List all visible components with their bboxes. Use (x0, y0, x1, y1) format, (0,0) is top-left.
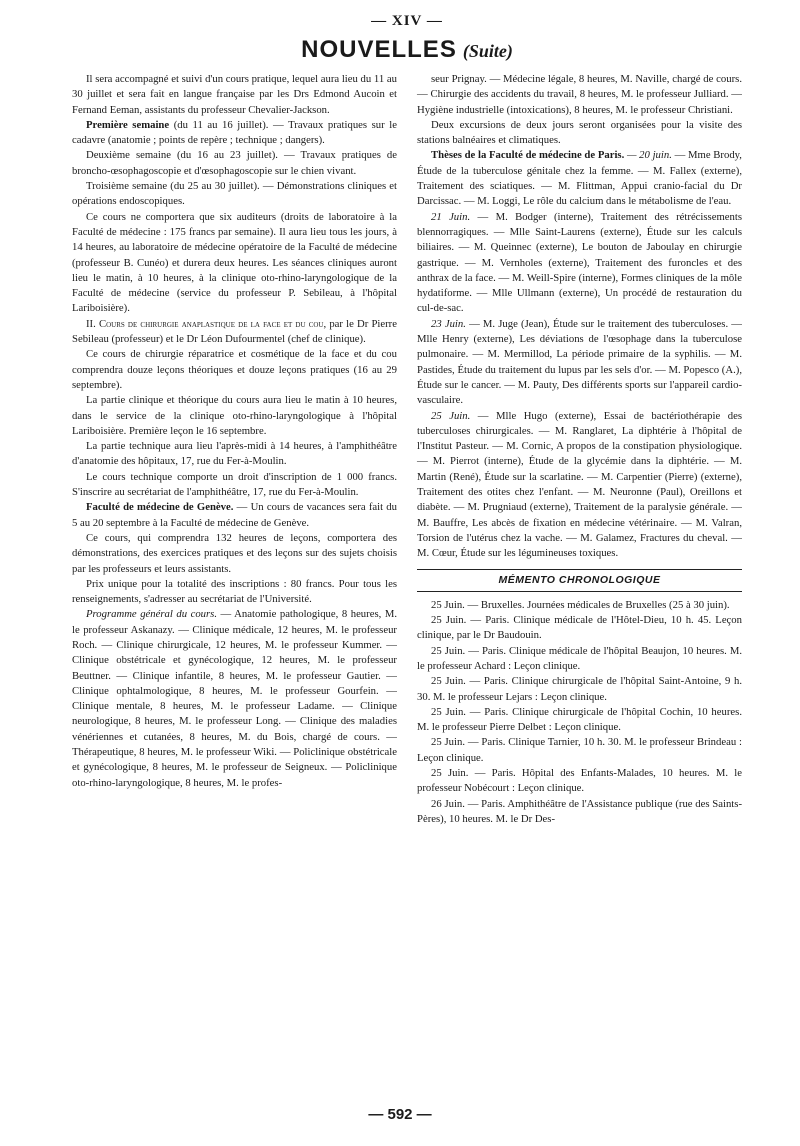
thesis-date: 21 Juin. (431, 210, 471, 223)
paragraph: Deux excursions de deux jours seront organisées pour la visite des stations balnéaires et climatiques. (417, 118, 742, 147)
theses-heading: Thèses de la Faculté de médecine de Paris. (431, 149, 625, 162)
two-columns (72, 72, 742, 827)
paragraph (417, 210, 742, 317)
paragraph: Prix unique pour la totalité des inscriptions : 80 francs. Pour tous les renseignements, s'adresser au secrétariat de l'Université. (72, 577, 397, 606)
institution-heading: Faculté de médecine de Genève. (86, 501, 234, 514)
paragraph-text: (du 11 au 16 juillet). — Travaux pratiques sur le cadavre (anatomie ; points de repère ; technique ; dangers). (72, 118, 398, 147)
paragraph-text: , par le Dr Pierre Sebileau (professeur) et le Dr Léon Dufourmentel (chef de clinique). (72, 317, 397, 346)
thesis-date: — 20 juin. (624, 149, 672, 162)
paragraph (417, 409, 742, 562)
memento-entry: 25 Juin. — Paris. Clinique chirurgicale de l'hôpital Saint-Antoine, 9 h. 30. M. le professeur Lejars : Leçon clinique. (417, 675, 742, 703)
page-folio: — 592 — (368, 1106, 432, 1123)
paragraph (72, 317, 397, 348)
paragraph (72, 607, 397, 791)
paragraph: Ce cours de chirurgie réparatrice et cosmétique de la face et du cou comprendra douze leçons théoriques et douze leçons pratiques (16 au 29 septembre). (72, 348, 397, 391)
paragraph-text: — Un cours de vacances sera fait du 5 au 20 septembre à la Faculté de médecine de Genève. (72, 501, 397, 529)
paragraph-text: — Anatomie pathologique, 8 heures, M. le professeur Askanazy. — Clinique médicale, 12 heures, M. le professeur Roch. — Clinique chirurgicale, 12 heures, M. le professeur Kummer. — Clinique obstétricale et gynécologique, 12 heures, M. le professeur Beuttner. — Clinique infantile, 8 heures, M. le professeur Gautier. — Clinique ophtalmologique, 8 heures, M. le professeur Gourfein. — Clinique mentale, 8 heures, M. le professeur Ladame. — Clinique neurologique, 8 heures, M. le professeur Long. — Clinique des maladies vénériennes et cutanées, 8 heures, M. du Bois, chargé de cours. — Thérapeutique, 8 heures, M. le professeur Wiki. — Policlinique obstétricale et gynécologique, 8 heures, M. le professeur de Seigneux. — Policlinique oto-rhino-laryngologique, 8 heures, M. le profes- (72, 608, 397, 789)
memento-entry: 25 Juin. — Paris. Clinique médicale de l'hôpital Beaujon, 10 heures. M. le professeur Achard : Leçon clinique. (417, 644, 742, 672)
programme-heading: Programme général du cours. (86, 608, 218, 621)
memento-entry: 25 Juin. — Paris. Clinique chirurgicale de l'hôpital Cochin, 10 heures. M. le professeur Pierre Delbet : Leçon clinique. (417, 705, 742, 734)
paragraph: Troisième semaine (du 25 au 30 juillet). — Démonstrations cliniques et opérations endoscopiques. (72, 180, 397, 208)
section-suite: (Suite) (462, 41, 513, 61)
week-label: Première semaine (86, 118, 170, 131)
right-column (417, 72, 742, 827)
paragraph (417, 148, 742, 209)
paragraph (72, 500, 397, 531)
paragraph-text: — Mlle Hugo (externe), Essai de bactériothérapie des tuberculoses chirurgicales. — M. Ranglaret, La diphtérie à l'hôpital de l'Institut Pasteur. — M. Cornic, A propos de la constipation physiologique. — M. Pierrot (interne), Étude de la glycémie dans la diphtérie. — M. Martin (René), Étude sur la scarlatine. — M. Carpentier (Pierre) (externe), Traitement des otites chez l'enfant. — M. Neuronne (Paul), Oreillons et diabète. — M. Prugniaud (externe), Traitement de la paralysie générale. — M. Bauffre, Les abcès de fixation en médecine vétérinaire. — M. Valran, Torsion de l'utérus chez la vache. — M. Galamez, Fractures du cheval. — M. Cœur, Étude sur les légumineuses toxiques. (417, 409, 742, 560)
memento-entry: 26 Juin. — Paris. Amphithéâtre de l'Assistance publique (rue des Saints-Pères), 10 heures. M. le Dr Des- (417, 797, 742, 825)
paragraph: seur Prignay. — Médecine légale, 8 heures, M. Naville, chargé de cours. — Chirurgie des accidents du travail, 8 heures, M. le professeur Julliard. — Hygiène industrielle (intoxications), 8 heures, M. le professeur Christiani. (417, 73, 742, 116)
memento-entry: 25 Juin. — Paris. Clinique Tarnier, 10 h. 30. M. le professeur Brindeau : Leçon clinique. (417, 736, 742, 764)
thesis-date: 25 Juin. (431, 409, 471, 422)
memento-entry: 25 Juin. — Paris. Clinique médicale de l'Hôtel-Dieu, 10 h. 45. Leçon clinique, par le Dr Baudouin. (417, 614, 742, 642)
paragraph (72, 118, 397, 149)
section-header (72, 32, 742, 68)
paragraph-text: — M. Juge (Jean), Étude sur le traitement des tuberculoses. — Mlle Henry (externe), Les déviations de l'œsophage dans la tuberculose pulmonaire. — M. Mermillod, La période primaire de la syphilis. — M. Pastides, Étude du traitement du lupus par les sels d'or. — M. Popesco (A.), Étude sur le cancer. — M. Pauty, Des différents sports sur l'appareil cardio-vasculaire. (417, 317, 742, 407)
paragraph: La partie clinique et théorique du cours aura lieu le matin à 10 heures, dans le service de la clinique oto-rhino-laryngologique à l'hôpital Lariboisière. Première leçon le 16 septembre. (72, 394, 397, 437)
thesis-date: 23 Juin. (431, 317, 466, 330)
roman-page-number: — XIV — (371, 13, 443, 29)
paragraph-text: — Mme Brody, Étude de la tuberculose génitale chez la femme. — M. Fallex (externe), Traitement des sciatiques. — M. Flittman, Appui cranio-facial du Dr Darcissac. — M. Loggi, Le rôle du calcium dans le métabolisme de l'eau. (417, 149, 742, 208)
paragraph: Ce cours, qui comprendra 132 heures de leçons, comportera des démonstrations, des exercices pratiques et des leçons sur des sujets choisis par les professeurs et leurs assistants. (72, 531, 397, 575)
paragraph: Ce cours ne comportera que six auditeurs (droits de laboratoire à la Faculté de médecine : 175 francs par semaine). Il aura lieu tous les jours, à 14 heures, au laboratoire de médecine opératoire de la Faculté de médecine (professeur B. Cunéo) et durera deux heures. Les séances cliniques auront lieu le matin, à 10 heures, à la clinique oto-rhino-laryngologique de la Faculté de médecine (service du professeur P. Sebileau, à l'hôpital Lariboisière). (72, 210, 397, 315)
section-title: NOUVELLES (301, 36, 457, 63)
paragraph: La partie technique aura lieu l'après-midi à 14 heures, à l'amphithéâtre d'anatomie des hôpitaux, 17, rue du Fer-à-Moulin. (72, 440, 397, 468)
left-column (72, 72, 397, 827)
course-title: II. Cours de chirurgie anaplastique de la face et du cou (86, 317, 324, 330)
paragraph-text: — M. Bodger (interne), Traitement des rétrécissements blennorragiques. — Mlle Saint-Laurens (externe), Étude sur les calculs biliaires. — M. Queinnec (externe), Le bouton de Jaboulay en chirurgie gastrique. — M. Vernholes (externe), Traitement des furoncles et des anthrax de la face. — M. Weill-Spire (interne), Formes cliniques de la môle hydatiforme. — Mlle Ullmann (externe), Un procédé de restauration du cul-de-sac. (417, 210, 742, 315)
paragraph: Le cours technique comporte un droit d'inscription de 1 000 francs. S'inscrire au secrétariat de l'amphithéâtre, 17, rue du Fer-à-Moulin. (72, 470, 397, 499)
paragraph: Deuxième semaine (du 16 au 23 juillet). — Travaux pratiques de broncho-œsophagoscopie et d'œsophagoscopie sur le chien vivant. (72, 149, 397, 177)
paragraph (417, 317, 742, 409)
memento-entry: 25 Juin. — Bruxelles. Journées médicales de Bruxelles (25 à 30 juin). (431, 598, 730, 611)
memento-heading: MÉMENTO CHRONOLOGIQUE (417, 569, 742, 592)
memento-entry: 25 Juin. — Paris. Hôpital des Enfants-Malades, 10 heures. M. le professeur Nobécourt : Leçon clinique. (417, 767, 742, 795)
paragraph: Il sera accompagné et suivi d'un cours pratique, lequel aura lieu du 11 au 30 juillet et sera fait en langue française par les Drs Edmond Aucoin et Fernand Eeman, assistants du professeur Chevalier-Jackson. (72, 73, 397, 116)
